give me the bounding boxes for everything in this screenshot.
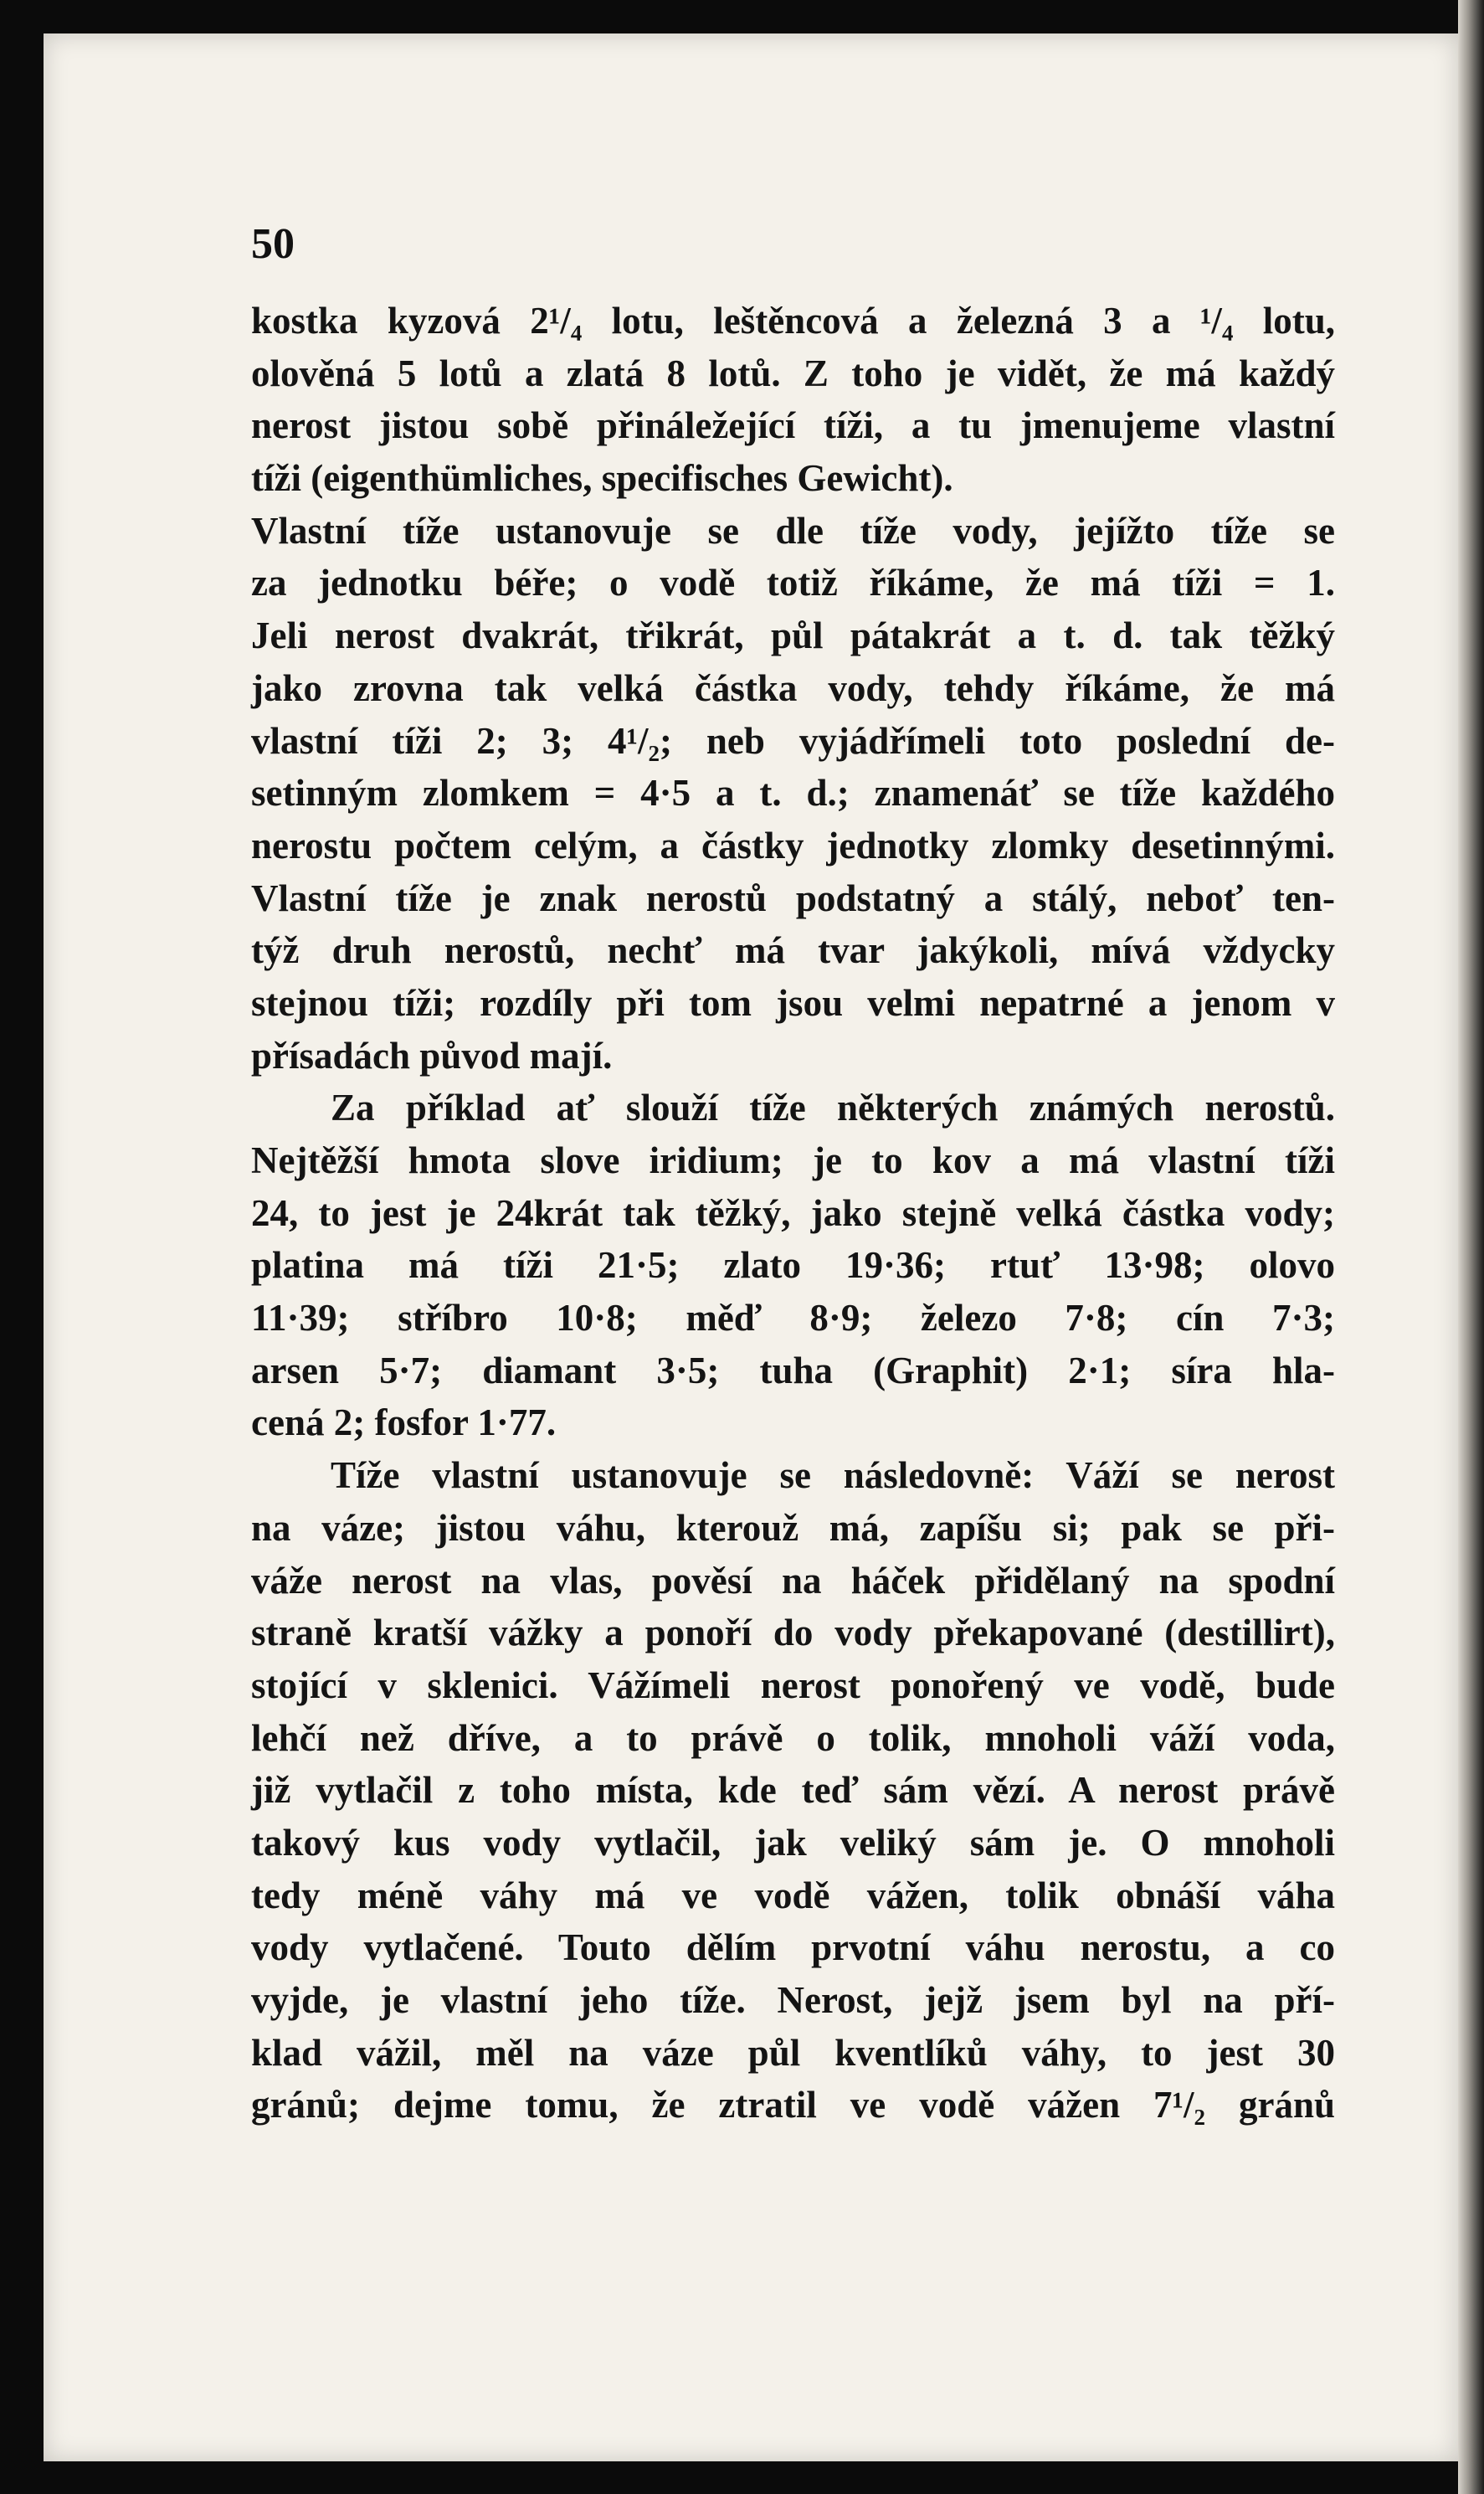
text-line: na váze; jistou váhu, kterouž má, zapíšu si; pak se při-: [251, 1506, 1335, 1549]
text-line: za jednotku béře; o vodě totiž říkáme, že má tíži = 1.: [251, 562, 1335, 604]
text-line: vyjde, je vlastní jeho tíže. Nerost, jejž jsem byl na pří-: [251, 1979, 1335, 2021]
text-line: 24, to jest je 24krát tak těžký, jako stejně velká částka vody;: [251, 1191, 1335, 1234]
text-line: straně kratší vážky a ponoří do vody překapované (destillirt),: [251, 1612, 1335, 1654]
text-line: Jeli nerost dvakrát, třikrát, půl pátakrát a t. d. tak těžký: [251, 615, 1335, 657]
text-line: týž druh nerostů, nechť má tvar jakýkoli, mívá vždycky: [251, 929, 1335, 972]
text-line: olověná 5 lotů a zlatá 8 lotů. Z toho je vidět, že má každý: [251, 352, 1335, 394]
text-line: setinným zlomkem = 4·5 a t. d.; znamenáť se tíže každého: [251, 772, 1335, 815]
page-number: 50: [251, 220, 295, 268]
text-line: 11·39; stříbro 10·8; měď 8·9; železo 7·8; cín 7·3;: [251, 1297, 1335, 1340]
text-line: tedy méně váhy má ve vodě vážen, tolik obnáší váha: [251, 1874, 1335, 1916]
text-line: Za příklad ať slouží tíže některých známých nerostů.: [331, 1087, 1335, 1129]
text-line: cená 2; fosfor 1·77.: [251, 1401, 557, 1444]
text-line: stojící v sklenici. Vážímeli nerost ponořený ve vodě, bude: [251, 1664, 1335, 1706]
text-line: jako zrovna tak velká částka vody, tehdy říkáme, že má: [251, 666, 1335, 709]
page-edge: [1458, 0, 1484, 2494]
text-line: klad vážil, měl na váze půl kventlíků váhy, to jest 30: [251, 2031, 1335, 2074]
text-line: stejnou tíži; rozdíly při tom jsou velmi nepatrné a jenom v: [251, 981, 1335, 1024]
body-text: [251, 295, 1335, 2131]
text-line: Tíže vlastní ustanovuje se následovně: Váží se nerost: [331, 1454, 1335, 1497]
text-line: takový kus vody vytlačil, jak veliký sám je. O mnoholi: [251, 1821, 1335, 1864]
text-line: lehčí než dříve, a to právě o tolik, mnoholi váží voda,: [251, 1716, 1335, 1759]
text-line: Vlastní tíže je znak nerostů podstatný a stálý, neboť ten-: [251, 877, 1335, 919]
text-line: Vlastní tíže ustanovuje se dle tíže vody, jejížto tíže se: [251, 509, 1335, 552]
text-line: již vytlačil z toho místa, kde teď sám vězí. A nerost právě: [251, 1769, 1335, 1812]
text-line: tíži (eigenthümliches, specifisches Gewicht).: [251, 457, 953, 500]
text-line: kostka kyzová 2¹/₄ lotu, leštěncová a železná 3 a ¹/₄ lotu,: [251, 300, 1335, 342]
text-line: vody vytlačené. Touto dělím prvotní váhu nerostu, a co: [251, 1926, 1335, 1969]
text-line: arsen 5·7; diamant 3·5; tuha (Graphit) 2·1; síra hla-: [251, 1349, 1335, 1391]
text-line: platina má tíži 21·5; zlato 19·36; rtuť 13·98; olovo: [251, 1244, 1335, 1287]
text-line: Nejtěžší hmota slove iridium; je to kov a má vlastní tíži: [251, 1139, 1335, 1181]
text-line: váže nerost na vlas, pověsí na háček přidělaný na spodní: [251, 1559, 1335, 1602]
text-line: nerost jistou sobě přináležející tíži, a tu jmenujeme vlastní: [251, 404, 1335, 447]
text-line: gránů; dejme tomu, že ztratil ve vodě vážen 7¹/₂ gránů: [251, 2084, 1335, 2126]
text-line: vlastní tíži 2; 3; 4¹/₂; neb vyjádřímeli toto poslední de-: [251, 719, 1335, 762]
text-line: nerostu počtem celým, a částky jednotky zlomky desetinnými.: [251, 824, 1335, 866]
text-line: přísadách původ mají.: [251, 1034, 613, 1077]
